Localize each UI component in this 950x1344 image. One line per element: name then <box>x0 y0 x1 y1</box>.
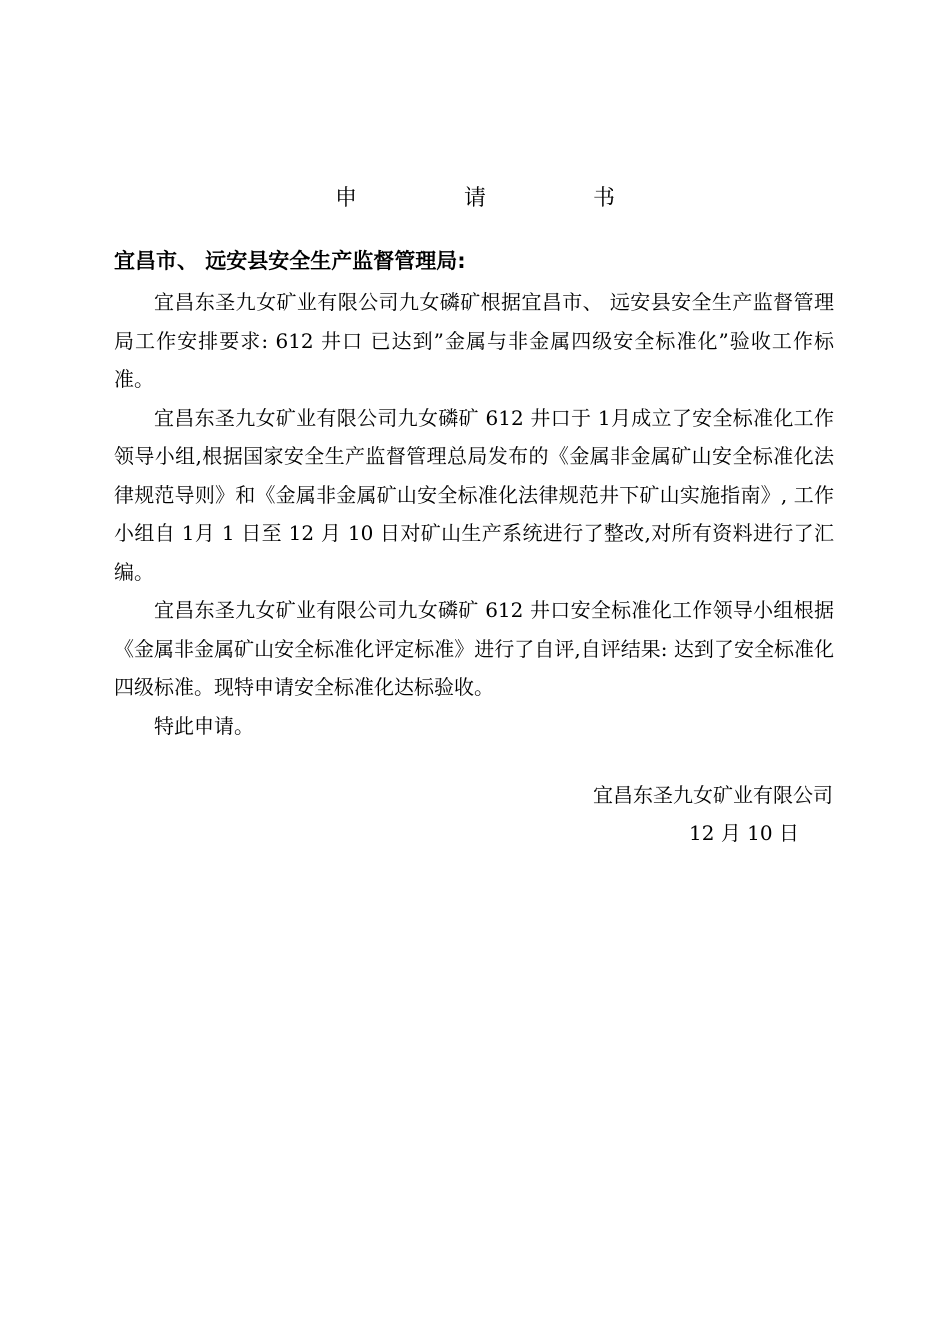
signature-company: 宜昌东圣九女矿业有限公司 <box>593 783 833 807</box>
paragraph-1: 宜昌东圣九女矿业有限公司九女磷矿根据宜昌市、 远安县安全生产监督管理局工作安排要求: 612 井口 已达到”金属与非金属四级安全标准化”验收工作标准。 <box>114 290 834 391</box>
document-title: 申 请 书 <box>335 186 665 211</box>
signature-block <box>593 776 833 852</box>
signature-date: 12 月 10 日 <box>689 821 799 845</box>
paragraph-3: 宜昌东圣九女矿业有限公司九女磷矿 612 井口安全标准化工作领导小组根据《金属非金属矿山安全标准化评定标准》进行了自评,自评结果: 达到了安全标准化四级标准。现特申请安全标准化达标验收。 <box>114 598 834 699</box>
paragraph-closing: 特此申请。 <box>154 713 254 738</box>
document-body <box>114 283 834 745</box>
paragraph-2: 宜昌东圣九女矿业有限公司九女磷矿 612 井口于 1月成立了安全标准化工作领导小组,根据国家安全生产监督管理总局发布的《金属非金属矿山安全标准化法律规范导则》和《金属非金属矿山安全标准化法律规范井下矿山实施指南》, 工作小组自 1月 1 日至 12 月 10 日对矿山生产系统进行了整改,对所有资料进行了汇编。 <box>114 405 834 584</box>
addressee: 宜昌市、 远安县安全生产监督管理局: <box>114 249 466 273</box>
